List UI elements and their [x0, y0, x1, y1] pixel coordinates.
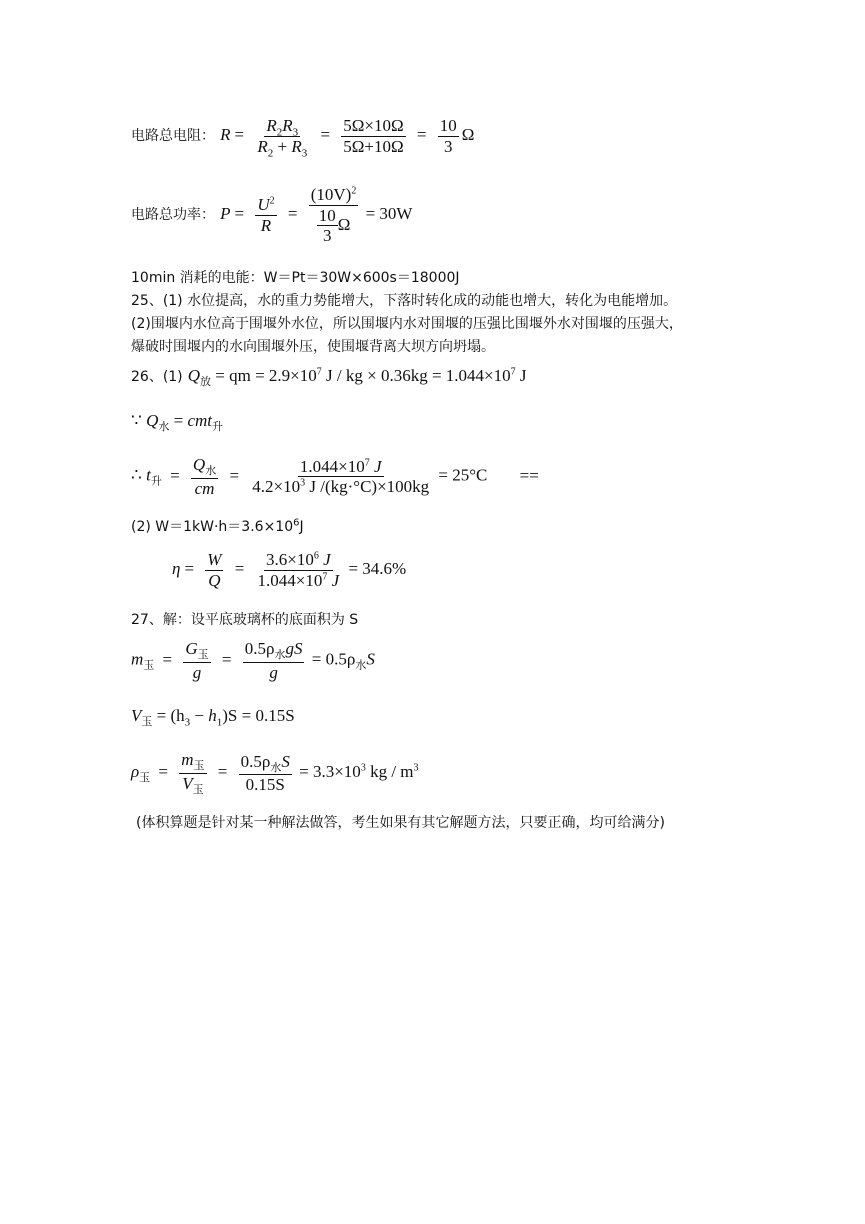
- power-formula: P = $\frac{U^2}{R}$ = $(10V)^2$ $\frac{10}{3}$ Ω = 30W: [220, 185, 413, 246]
- q25-part2-line1: (2)围堰内水位高于围堰外水位，所以围堰内水对围堰的压强比围堰外水对围堰的压强大，: [131, 316, 683, 332]
- q25-part2-line2: 爆破时围堰内的水向围堰外压，使围堰背离大坝方向坍塌。: [131, 339, 495, 355]
- q26-temperature-line: ∴ $t_升$ = $\frac{Q_水}{cm}$ = $\frac{1.044\times 10^7 J}{4.2\times 10^3 J /(kg\cdot^\circ C)\times 100kg}$ = 25°C ==: [131, 455, 539, 498]
- resistance-line: [131, 116, 475, 159]
- q26-because-line: ∵ $Q_水 = cmt_升$: [131, 411, 223, 433]
- q26-part2-line: (2) $W=1kW\cdot h=3.6\times 10^6J$: [131, 517, 304, 535]
- volume-line: $V_玉 = (h_3 - h_1)S = 0.15S$: [131, 706, 295, 729]
- power-line: [131, 185, 412, 246]
- power-label: 电路总功率：: [131, 207, 215, 224]
- mass-line: $m_玉$ = $\frac{G_玉}{g}$ = $\frac{0.5\rho_水gS}{g}$ = $0.5\rho_水S$: [131, 639, 375, 682]
- resistance-formula: R = $\frac{R_2R_3}{R_2 + R_3}$ = $\frac{5\Omega\times 10\Omega}{5\Omega+10\Omega}$ = $\frac{10}{3}$ Ω: [220, 116, 475, 159]
- q26-heat-line: 26、(1) $Q_放$ = qm = $2.9\times 10^7$ J / kg × $0.36kg = 1.044\times 10^7$ J: [131, 366, 527, 388]
- q27-intro: 27、解：设平底玻璃杯的底面积为 S: [131, 612, 359, 628]
- grading-note: (体积算题是针对某一种解法做答，考生如果有其它解题方法，只要正确，均可给满分): [136, 815, 665, 831]
- resistance-label: 电路总电阻：: [131, 127, 215, 144]
- resistance-sum: 5Ω+10Ω: [343, 136, 404, 156]
- q25-part1: 25、(1) 水位提高，水的重力势能增大，下落时转化成的动能也增大，转化为电能增加。: [131, 293, 678, 309]
- energy-line: 10min 消耗的电能：W＝Pt＝30W×600s＝18000J: [131, 270, 460, 286]
- resistance-product: 5Ω×10Ω: [343, 116, 404, 135]
- efficiency-line: η = $\frac{W}{Q}$ = $\frac{3.6\times 10^6 J}{1.044\times 10^7 J}$ = 34.6%: [172, 550, 407, 590]
- density-line: $\rho_玉$ = $\frac{m_玉}{V_玉}$ = $\frac{0.5\rho_水S}{0.15S}$ = $3.3\times 10^3$ kg / $m^3$: [131, 750, 419, 796]
